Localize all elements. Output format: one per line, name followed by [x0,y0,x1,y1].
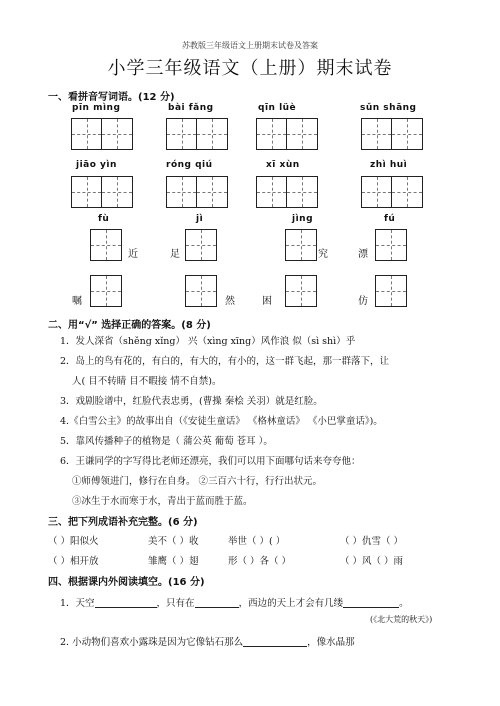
page-title: 小学三年级语文（上册）期末试卷 [107,58,393,79]
idiom-item: （ ）仇雪（ ） [340,536,404,547]
writing-grid[interactable] [375,275,407,307]
question-line: 2．岛上的鸟有花的，有白的，有大的，有小的，这一群飞起，那一群落下，让 [60,356,390,367]
given-character: 近 [128,249,138,260]
fill-in-line: 2. 小动物们喜欢小露珠是因为它像钻石那么 ，像水晶那 [60,637,355,648]
question-line: 6．王谦同学的字写得比老师还漂亮，我们可以用下面哪句话来夸夸他： [60,456,361,467]
section1-heading: 一、看拼音写词语。(12 分) [48,92,175,103]
pinyin-label: fù [98,214,110,224]
idiom-item: 美不（ ）收 [148,536,199,547]
question-line: ①师傅领进门，修行在自身。 ②三百六十行，行行出状元。 [72,476,323,487]
document-header-note: 苏教版三年级语文上册期末试卷及答案 [182,41,318,50]
writing-grid[interactable] [361,176,423,208]
pinyin-label: sǔn shāng [360,103,417,113]
writing-grid[interactable] [185,229,217,261]
idiom-item: （ ）阳似火 [48,536,99,547]
given-character: 然 [225,296,235,307]
pinyin-label: jìng [292,214,314,224]
given-character: 嘱 [72,296,82,307]
answer-blank[interactable] [95,597,157,608]
given-character: 漂 [358,249,368,260]
writing-grid[interactable] [71,118,133,150]
pinyin-label: jì [196,214,204,224]
given-character: 困 [262,296,272,307]
pinyin-label: qīn lüè [258,103,297,113]
writing-grid[interactable] [285,229,317,261]
idiom-item: （ ）相开放 [48,556,99,567]
question-line: 1．发人深省（shěng xǐng） 兴（xìng xīng）风作浪 似（sì shì）乎 [60,336,356,347]
writing-grid[interactable] [375,229,407,261]
pinyin-label: xī xùn [266,160,300,170]
answer-blank[interactable] [243,636,307,647]
writing-grid[interactable] [90,229,122,261]
question-line: 5．靠风传播种子的植物是（ 蒲公英 葡萄 苍耳 ）。 [60,436,273,447]
given-character: 足 [170,249,180,260]
writing-grid[interactable] [185,275,217,307]
writing-grid[interactable] [71,176,133,208]
writing-grid[interactable] [166,118,228,150]
writing-grid[interactable] [166,176,228,208]
pinyin-label: bài fǎng [168,103,214,113]
writing-grid[interactable] [256,176,318,208]
section2-heading: 二、用“√” 选择正确的答案。(8 分) [48,320,211,331]
pinyin-label: zhì huì [370,160,408,170]
pinyin-label: róng qiú [166,160,213,170]
writing-grid[interactable] [285,275,317,307]
source-citation: (《北大荒的秋天》) [370,615,433,624]
answer-blank[interactable] [195,597,239,608]
writing-grid[interactable] [256,118,318,150]
writing-grid[interactable] [90,275,122,307]
question-line: ③冰生于水而寒于水，青出于蓝而胜于蓝。 [72,496,253,507]
section4-heading: 四、根据课内外阅读填空。(16 分) [48,577,205,588]
pinyin-label: pīn mìng [72,103,121,113]
section3-heading: 三、把下列成语补充完整。(6 分) [48,517,198,528]
question-line: 4.《白雪公主》的故事出自（《安徒生童话》 《格林童话》 《小巴掌童话》)。 [60,416,383,427]
given-character: 仿 [358,296,368,307]
idiom-item: 举世（ ）( ） [228,536,286,547]
pinyin-label: jiāo yìn [76,160,117,170]
given-character: 究 [318,249,328,260]
idiom-item: 雏鹰（ ）翅 [148,556,199,567]
fill-in-line: 1．天空 ，只有在 ，西边的天上才会有几缕 。 [60,598,409,609]
pinyin-label: fú [384,214,396,224]
question-line: 3．戏剧脸谱中，红脸代表忠勇，(曹操 秦桧 关羽）就是红脸。 [60,396,323,407]
question-line: 人( 目不转睛 目不暇接 情不自禁)。 [72,376,222,387]
answer-blank[interactable] [343,597,399,608]
idiom-item: （ ）风（ ）雨 [340,556,404,567]
idiom-item: 形（ ）各（ ） [228,556,292,567]
writing-grid[interactable] [361,118,423,150]
